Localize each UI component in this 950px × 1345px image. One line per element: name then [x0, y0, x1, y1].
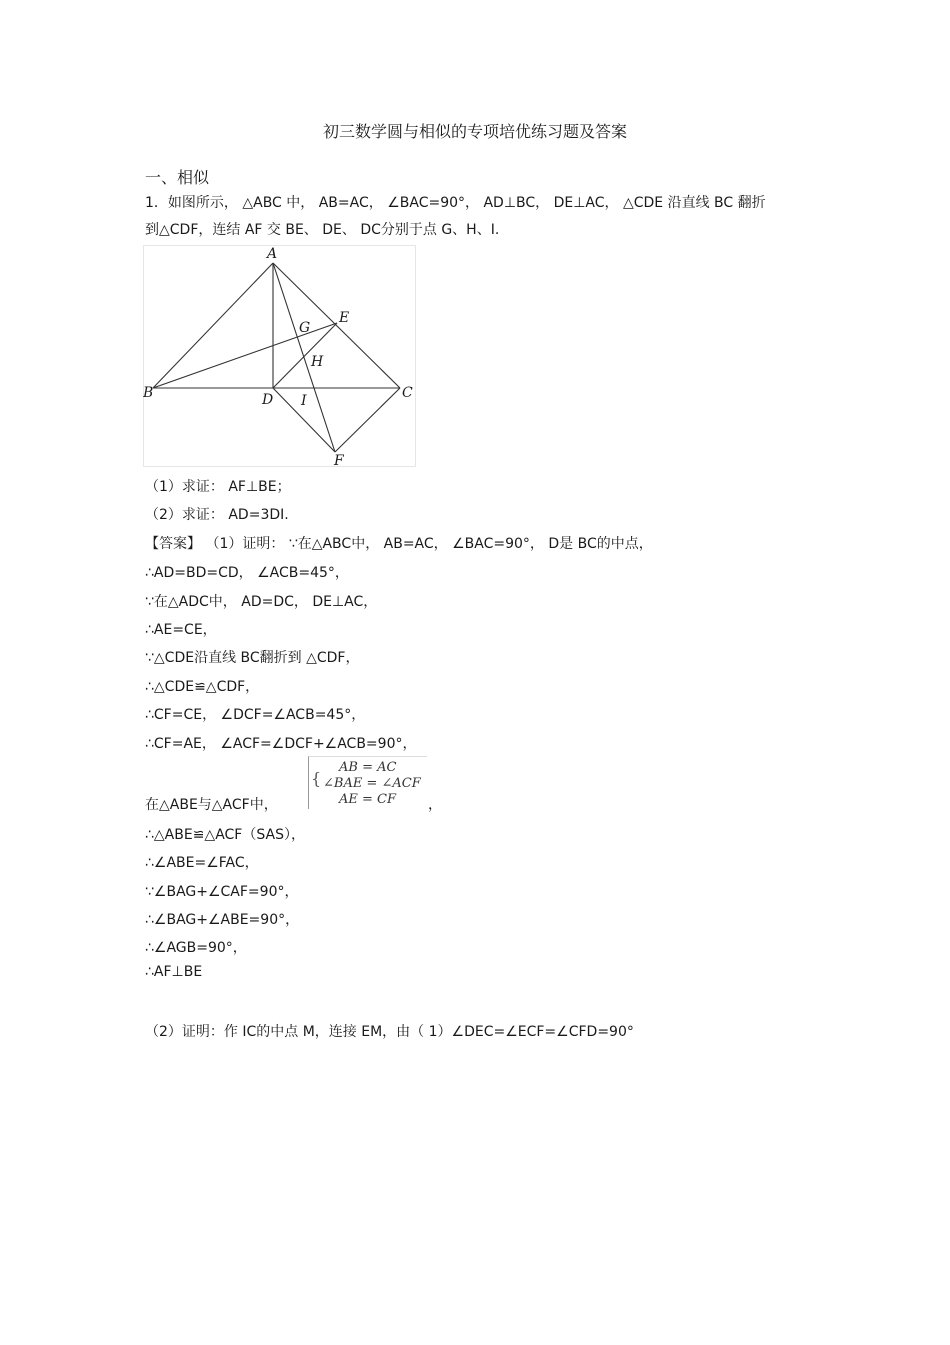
- point-label-d: D: [262, 392, 274, 408]
- answer-line-4: ∴AE=CE，: [145, 622, 217, 638]
- section-heading: 一、相似: [145, 168, 210, 187]
- system-intro: 在△ABE与△ACF中，: [145, 797, 278, 813]
- answer-line-9: ∴△ABE≌△ACF（SAS），: [145, 827, 305, 843]
- point-label-f: F: [334, 453, 344, 467]
- point-label-g: G: [299, 320, 311, 336]
- point-label-a: A: [267, 246, 278, 262]
- point-label-b: B: [143, 385, 154, 401]
- system-suffix: ，: [428, 797, 442, 813]
- point-label-c: C: [402, 385, 413, 401]
- answer-line-8: ∴CF=AE， ∠ACF=∠DCF+∠ACB=90°，: [145, 736, 417, 752]
- answer-line-11: ∵∠BAG+∠CAF=90°，: [145, 884, 299, 900]
- system-row-2: ∠BAE = ∠ACF: [323, 776, 421, 791]
- geometry-figure: [143, 245, 416, 467]
- point-label-e: E: [339, 310, 350, 326]
- answer-line-10: ∴∠ABE=∠FAC，: [145, 855, 259, 871]
- answer-line-2: ∴AD=BD=CD， ∠ACB=45°，: [145, 565, 349, 581]
- answer-line-3: ∵在△ADC中， AD=DC， DE⊥AC，: [145, 594, 378, 610]
- answer-line-13: ∴∠AGB=90°，: [145, 940, 247, 956]
- document-title: 初三数学圆与相似的专项培优练习题及答案: [322, 122, 627, 141]
- question-2: （2）求证： AD=3DI.: [145, 507, 289, 523]
- problem-line-1: 1．如图所示， △ABC 中， AB=AC， ∠BAC=90°， AD⊥BC， DE⊥AC， △CDE 沿直线 BC 翻折: [145, 195, 766, 211]
- triangle-diagram: [143, 245, 416, 467]
- point-label-h: H: [311, 354, 324, 370]
- problem-line-2: 到△CDF，连结 AF 交 BE、 DE、 DC分别于点 G、H、I.: [145, 222, 500, 238]
- answer-line-6: ∴△CDE≌△CDF，: [145, 679, 260, 695]
- system-row-1: AB = AC: [339, 760, 397, 775]
- equation-system: [308, 756, 427, 809]
- answer-line-7: ∴CF=CE， ∠DCF=∠ACB=45°，: [145, 707, 366, 723]
- answer-line-5: ∵△CDE沿直线 BC翻折到 △CDF，: [145, 650, 360, 666]
- point-label-i: I: [301, 393, 307, 409]
- answer-line-1: 【答案】 （1）证明： ∵在△ABC中， AB=AC， ∠BAC=90°， D是 BC的中点，: [145, 536, 653, 552]
- part2-proof: （2）证明：作 IC的中点 M，连接 EM，由（ 1）∠DEC=∠ECF=∠CFD=90°: [145, 1024, 634, 1040]
- answer-line-14: ∴AF⊥BE: [145, 964, 203, 980]
- brace-icon: {: [311, 769, 322, 788]
- question-1: （1）求证： AF⊥BE；: [145, 479, 291, 495]
- answer-line-12: ∴∠BAG+∠ABE=90°，: [145, 912, 300, 928]
- system-row-3: AE = CF: [339, 792, 397, 807]
